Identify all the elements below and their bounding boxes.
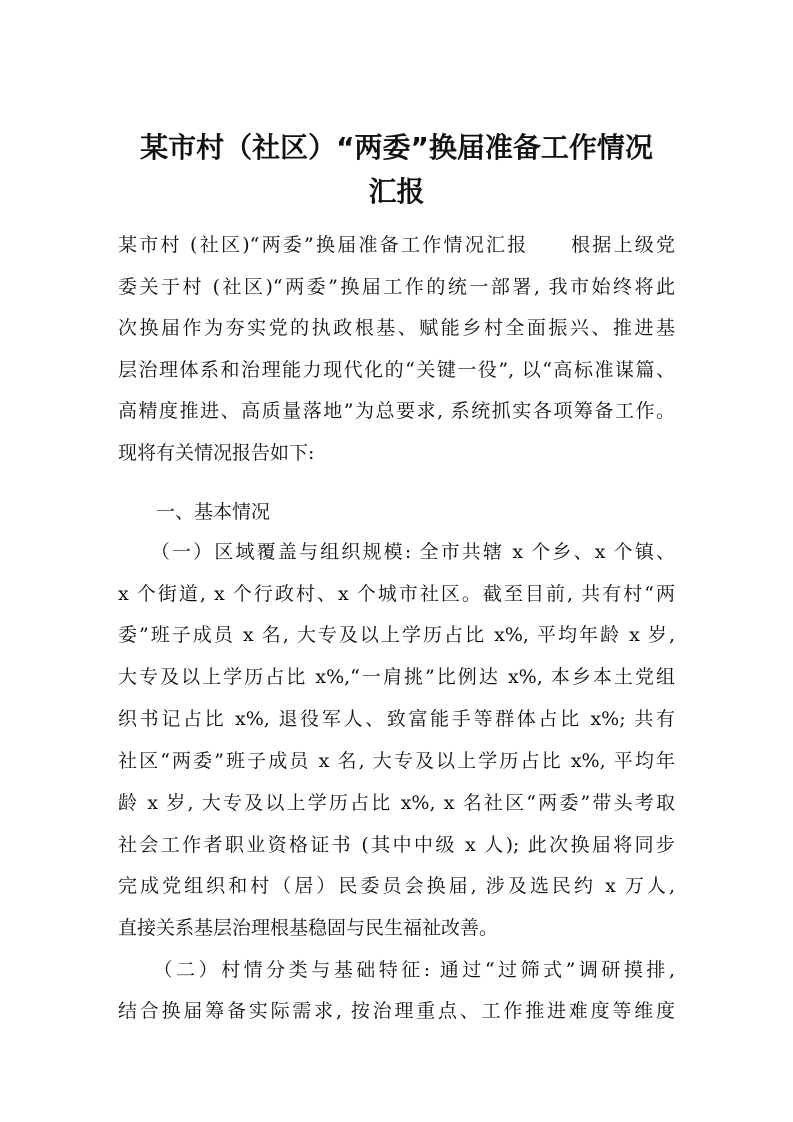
paragraph-line: 大专及以上学历占比 x%,“一肩挑”比例达 x%, 本乡本土党组 [118, 666, 675, 688]
paragraph-line: 委关于村 (社区)“两委”换届工作的统一部署, 我市始终将此 [118, 276, 675, 298]
paragraph-line: 龄 x 岁, 大专及以上学历占比 x%, x 名社区“两委”带头考取 [118, 792, 675, 814]
paragraph-line: 某市村 (社区)“两委”换届准备工作情况汇报 根据上级党 [118, 234, 675, 256]
paragraph-line: 直接关系基层治理根基稳固与民生福祉改善。 [118, 917, 499, 939]
paragraph-line: 完成党组织和村（居）民委员会换届, 涉及选民约 x 万人, [118, 875, 675, 897]
paragraph-line: 社会工作者职业资格证书 (其中中级 x 人); 此次换届将同步 [118, 834, 675, 856]
paragraph-line: 高精度推进、高质量落地”为总要求, 系统抓实各项筹备工作。 [118, 400, 675, 422]
document-title-line-1: 某市村（社区）“两委”换届准备工作情况 [140, 131, 653, 164]
paragraph-line: 委”班子成员 x 名, 大专及以上学历占比 x%, 平均年龄 x 岁, [118, 624, 675, 646]
paragraph-line: （二）村情分类与基础特征: 通过“过筛式”调研摸排, [118, 959, 675, 981]
paragraph-line: 现将有关情况报告如下: [118, 442, 315, 464]
paragraph-line: 结合换届筹备实际需求, 按治理重点、工作推进难度等维度 [118, 1000, 675, 1022]
paragraph-line: 织书记占比 x%, 退役军人、致富能手等群体占比 x%; 共有 [118, 708, 675, 730]
paragraph-line: （一）区域覆盖与组织规模: 全市共辖 x 个乡、x 个镇、 [118, 541, 675, 563]
paragraph-line: x 个街道, x 个行政村、x 个城市社区。截至目前, 共有村“两 [118, 583, 675, 605]
document-title-line-2: 汇报 [368, 175, 425, 208]
paragraph-line: 次换届作为夯实党的执政根基、赋能乡村全面振兴、推进基 [118, 317, 675, 339]
paragraph-line: 社区“两委”班子成员 x 名, 大专及以上学历占比 x%, 平均年 [118, 750, 675, 772]
section-heading: 一、基本情况 [118, 501, 271, 523]
paragraph-line: 层治理体系和治理能力现代化的“关键一役”, 以“高标准谋篇、 [118, 359, 675, 381]
